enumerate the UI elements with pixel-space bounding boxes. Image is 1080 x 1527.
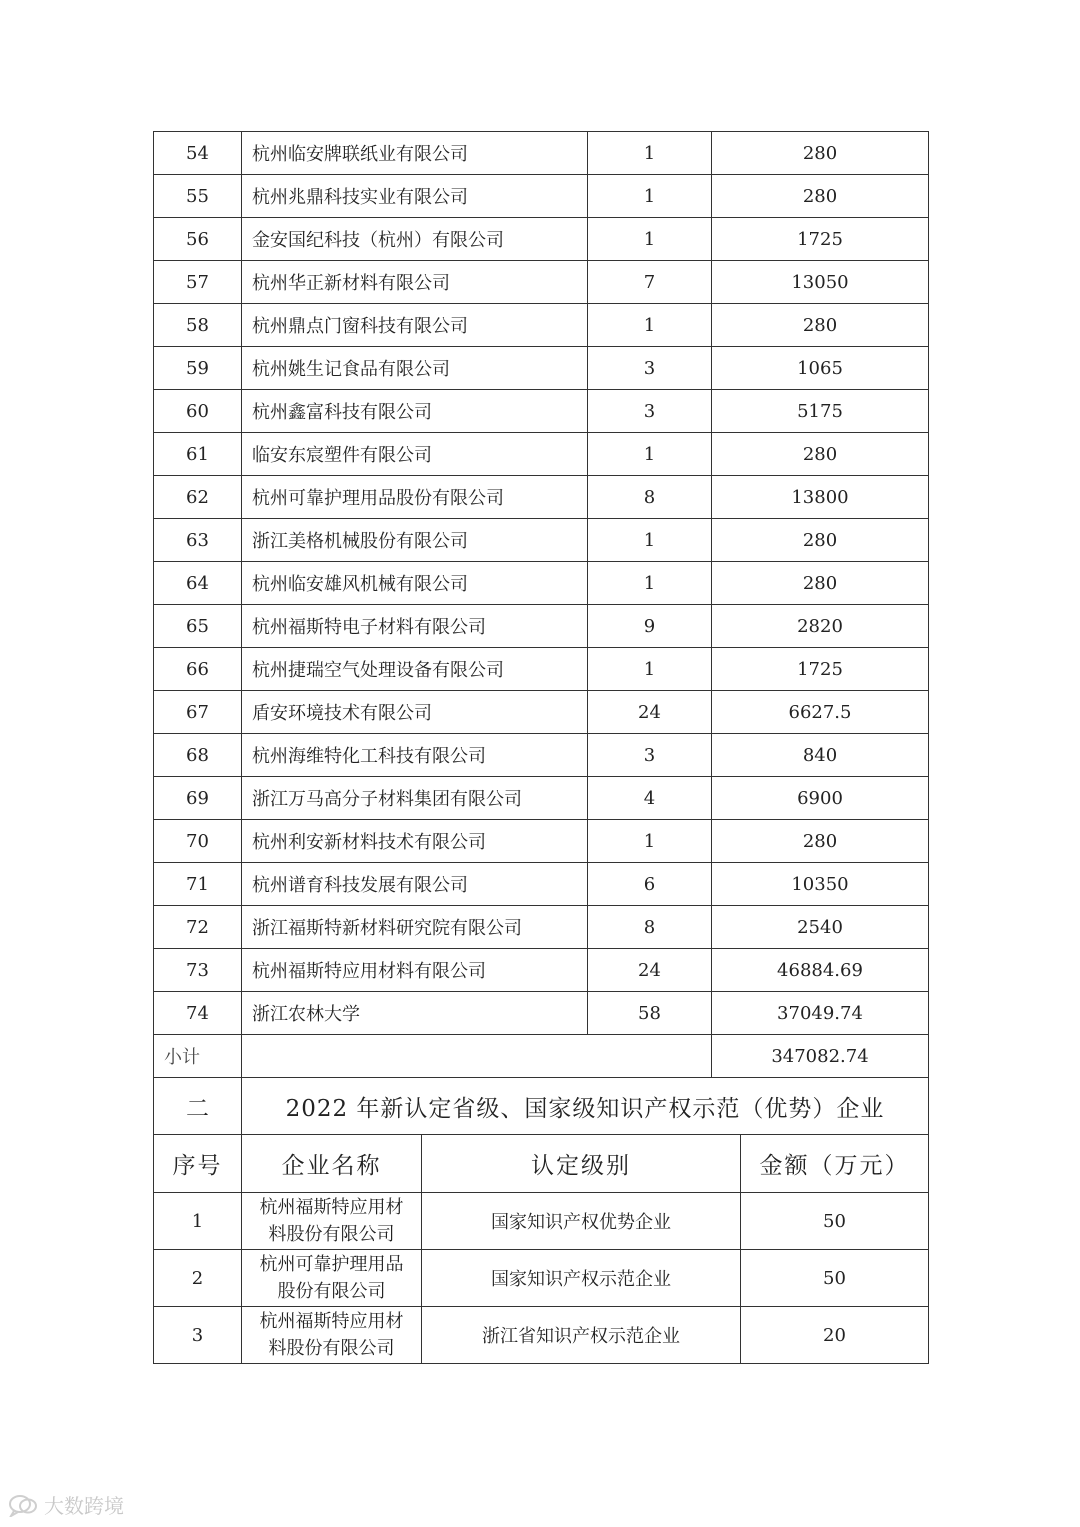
row-name: 临安东宸塑件有限公司 bbox=[242, 433, 588, 476]
row-name: 杭州海维特化工科技有限公司 bbox=[242, 734, 588, 777]
table-row bbox=[154, 433, 929, 476]
row-amount: 840 bbox=[712, 734, 929, 777]
row-count: 8 bbox=[588, 906, 712, 949]
row-count: 24 bbox=[588, 691, 712, 734]
row-amount: 280 bbox=[712, 562, 929, 605]
row-no: 2 bbox=[154, 1250, 242, 1307]
subtotal-amount: 347082.74 bbox=[712, 1035, 929, 1078]
row-amount: 50 bbox=[741, 1193, 929, 1250]
table-row bbox=[154, 175, 929, 218]
row-count: 3 bbox=[588, 390, 712, 433]
row-name: 杭州兆鼎科技实业有限公司 bbox=[242, 175, 588, 218]
enterprise-funding-table-body bbox=[154, 132, 929, 1035]
row-count: 7 bbox=[588, 261, 712, 304]
row-amount: 13800 bbox=[712, 476, 929, 519]
row-count: 8 bbox=[588, 476, 712, 519]
row-name-line1: 杭州福斯特应用材 bbox=[259, 1197, 404, 1218]
row-count: 3 bbox=[588, 734, 712, 777]
row-count: 6 bbox=[588, 863, 712, 906]
watermark-text: 大数跨境 bbox=[44, 1494, 124, 1518]
row-amount: 6627.5 bbox=[712, 691, 929, 734]
row-amount: 46884.69 bbox=[712, 949, 929, 992]
row-name bbox=[242, 1250, 422, 1307]
table-row bbox=[154, 132, 929, 175]
table-row bbox=[154, 691, 929, 734]
row-no: 57 bbox=[154, 261, 242, 304]
row-amount: 5175 bbox=[712, 390, 929, 433]
row-no: 71 bbox=[154, 863, 242, 906]
row-name-line2: 料股份有限公司 bbox=[268, 1224, 395, 1245]
row-name-line2: 股份有限公司 bbox=[277, 1281, 386, 1302]
row-name bbox=[242, 1307, 422, 1364]
row-no: 62 bbox=[154, 476, 242, 519]
header-level: 认定级别 bbox=[422, 1135, 741, 1193]
table-row bbox=[154, 476, 929, 519]
row-no: 60 bbox=[154, 390, 242, 433]
row-no: 74 bbox=[154, 992, 242, 1035]
row-count: 1 bbox=[588, 820, 712, 863]
row-name: 金安国纪科技（杭州）有限公司 bbox=[242, 218, 588, 261]
header-no: 序号 bbox=[154, 1135, 242, 1193]
row-amount: 1725 bbox=[712, 218, 929, 261]
row-name-line1: 杭州福斯特应用材 bbox=[259, 1311, 404, 1332]
table-row bbox=[154, 519, 929, 562]
row-count: 1 bbox=[588, 519, 712, 562]
ip-demo-enterprise-table bbox=[153, 1134, 929, 1364]
row-count: 58 bbox=[588, 992, 712, 1035]
row-no: 66 bbox=[154, 648, 242, 691]
row-count: 4 bbox=[588, 777, 712, 820]
row-amount: 20 bbox=[741, 1307, 929, 1364]
row-name: 杭州捷瑞空气处理设备有限公司 bbox=[242, 648, 588, 691]
row-no: 58 bbox=[154, 304, 242, 347]
table-row bbox=[154, 390, 929, 433]
table-row bbox=[154, 218, 929, 261]
row-no: 64 bbox=[154, 562, 242, 605]
row-name: 浙江美格机械股份有限公司 bbox=[242, 519, 588, 562]
row-name: 浙江万马高分子材料集团有限公司 bbox=[242, 777, 588, 820]
table-row bbox=[154, 562, 929, 605]
subtotal-row bbox=[154, 1035, 929, 1078]
row-amount: 10350 bbox=[712, 863, 929, 906]
row-name: 杭州华正新材料有限公司 bbox=[242, 261, 588, 304]
row-count: 1 bbox=[588, 433, 712, 476]
subtotal-label: 小计 bbox=[154, 1035, 242, 1078]
row-level: 国家知识产权示范企业 bbox=[422, 1250, 741, 1307]
row-name-line1: 杭州可靠护理用品 bbox=[259, 1254, 404, 1275]
row-amount: 2820 bbox=[712, 605, 929, 648]
row-no: 3 bbox=[154, 1307, 242, 1364]
row-amount: 280 bbox=[712, 519, 929, 562]
row-amount: 280 bbox=[712, 132, 929, 175]
table-row bbox=[154, 304, 929, 347]
row-amount: 280 bbox=[712, 304, 929, 347]
row-count: 1 bbox=[588, 648, 712, 691]
table-row bbox=[154, 992, 929, 1035]
row-no: 63 bbox=[154, 519, 242, 562]
row-no: 59 bbox=[154, 347, 242, 390]
row-count: 24 bbox=[588, 949, 712, 992]
enterprise-funding-table bbox=[153, 131, 929, 1135]
row-amount: 2540 bbox=[712, 906, 929, 949]
row-no: 69 bbox=[154, 777, 242, 820]
subtotal-blank-cell bbox=[242, 1035, 712, 1078]
row-name: 盾安环境技术有限公司 bbox=[242, 691, 588, 734]
row-count: 1 bbox=[588, 304, 712, 347]
row-amount: 280 bbox=[712, 820, 929, 863]
row-name: 杭州鑫富科技有限公司 bbox=[242, 390, 588, 433]
row-name: 浙江农林大学 bbox=[242, 992, 588, 1035]
section-title: 2022 年新认定省级、国家级知识产权示范（优势）企业 bbox=[242, 1078, 929, 1135]
row-no: 56 bbox=[154, 218, 242, 261]
row-amount: 280 bbox=[712, 175, 929, 218]
table-row bbox=[154, 347, 929, 390]
row-amount: 1065 bbox=[712, 347, 929, 390]
table-row bbox=[154, 906, 929, 949]
row-name: 杭州利安新材料技术有限公司 bbox=[242, 820, 588, 863]
table-row bbox=[154, 1307, 929, 1364]
table-row bbox=[154, 777, 929, 820]
row-no: 73 bbox=[154, 949, 242, 992]
header-amount: 金额（万元） bbox=[741, 1135, 929, 1193]
row-no: 65 bbox=[154, 605, 242, 648]
table-row bbox=[154, 734, 929, 777]
row-no: 61 bbox=[154, 433, 242, 476]
row-no: 72 bbox=[154, 906, 242, 949]
row-no: 70 bbox=[154, 820, 242, 863]
row-count: 1 bbox=[588, 132, 712, 175]
header-name: 企业名称 bbox=[242, 1135, 422, 1193]
speech-bubble-logo-icon bbox=[8, 1493, 38, 1517]
row-count: 1 bbox=[588, 175, 712, 218]
table-row bbox=[154, 1250, 929, 1307]
row-amount: 280 bbox=[712, 433, 929, 476]
row-level: 浙江省知识产权示范企业 bbox=[422, 1307, 741, 1364]
row-amount: 13050 bbox=[712, 261, 929, 304]
table-row bbox=[154, 261, 929, 304]
watermark bbox=[8, 1490, 124, 1519]
row-name-line2: 料股份有限公司 bbox=[268, 1338, 395, 1359]
section-heading-row bbox=[154, 1078, 929, 1135]
row-amount: 1725 bbox=[712, 648, 929, 691]
row-no: 55 bbox=[154, 175, 242, 218]
row-name: 杭州鼎点门窗科技有限公司 bbox=[242, 304, 588, 347]
row-count: 9 bbox=[588, 605, 712, 648]
row-no: 1 bbox=[154, 1193, 242, 1250]
table-row bbox=[154, 863, 929, 906]
row-name: 杭州临安牌联纸业有限公司 bbox=[242, 132, 588, 175]
row-name: 杭州姚生记食品有限公司 bbox=[242, 347, 588, 390]
table-row bbox=[154, 949, 929, 992]
row-name: 杭州可靠护理用品股份有限公司 bbox=[242, 476, 588, 519]
table-row bbox=[154, 605, 929, 648]
row-name bbox=[242, 1193, 422, 1250]
row-name: 杭州临安雄风机械有限公司 bbox=[242, 562, 588, 605]
row-count: 1 bbox=[588, 562, 712, 605]
document-sheet bbox=[153, 131, 928, 1364]
row-count: 3 bbox=[588, 347, 712, 390]
row-amount: 37049.74 bbox=[712, 992, 929, 1035]
table-row bbox=[154, 648, 929, 691]
row-level: 国家知识产权优势企业 bbox=[422, 1193, 741, 1250]
row-no: 67 bbox=[154, 691, 242, 734]
section-number: 二 bbox=[154, 1078, 242, 1135]
table-row bbox=[154, 1193, 929, 1250]
table2-header-row bbox=[154, 1135, 929, 1193]
table-row bbox=[154, 820, 929, 863]
row-count: 1 bbox=[588, 218, 712, 261]
row-amount: 6900 bbox=[712, 777, 929, 820]
row-no: 54 bbox=[154, 132, 242, 175]
row-name: 杭州福斯特电子材料有限公司 bbox=[242, 605, 588, 648]
row-name: 杭州谱育科技发展有限公司 bbox=[242, 863, 588, 906]
row-name: 杭州福斯特应用材料有限公司 bbox=[242, 949, 588, 992]
row-name: 浙江福斯特新材料研究院有限公司 bbox=[242, 906, 588, 949]
row-amount: 50 bbox=[741, 1250, 929, 1307]
row-no: 68 bbox=[154, 734, 242, 777]
